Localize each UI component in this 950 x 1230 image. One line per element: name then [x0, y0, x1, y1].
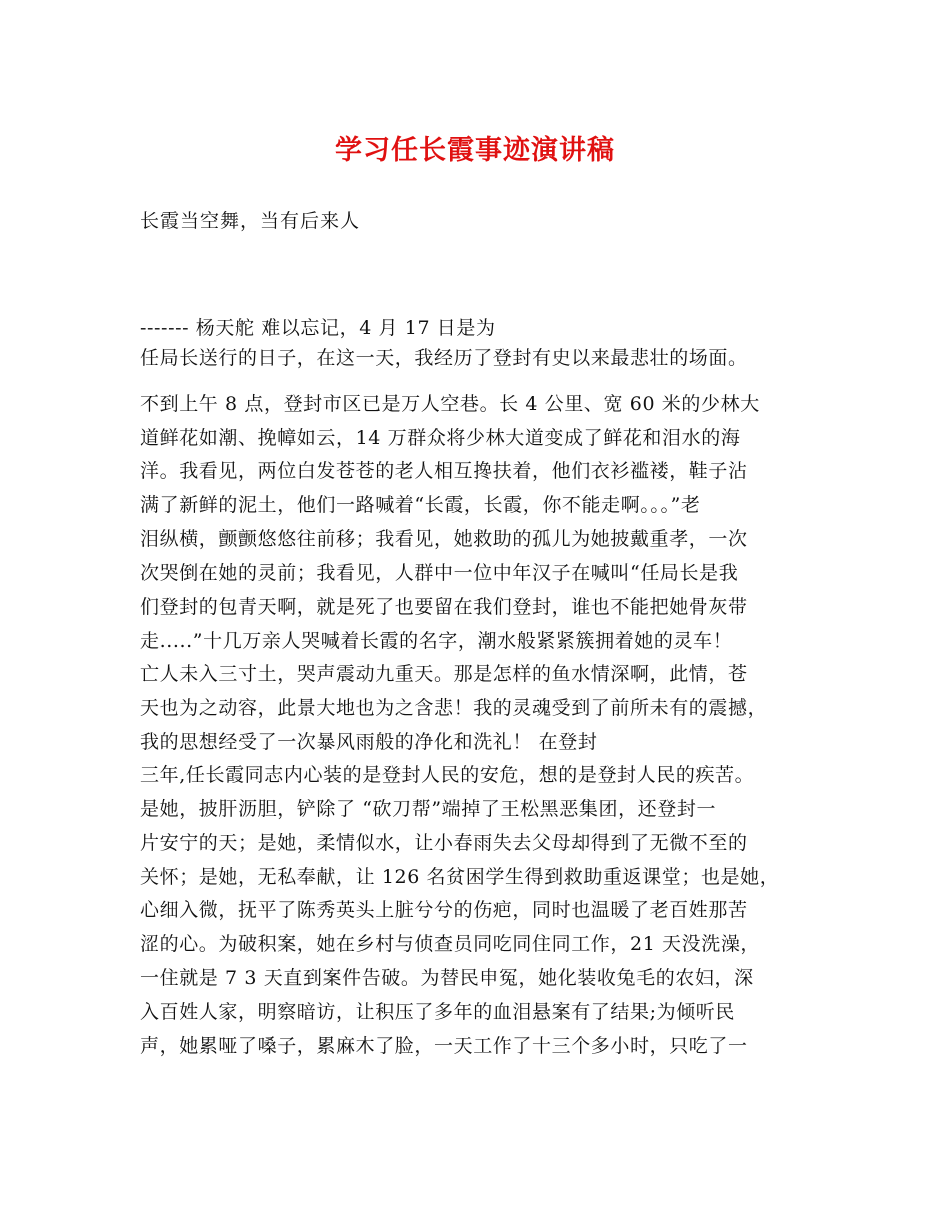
body-line: 声，她累哑了嗓子，累麻木了脸，一天工作了十三个多小时，只吃了一: [140, 1035, 748, 1057]
body-line: 一住就是 7 3 天直到案件告破。为替民申冤，她化装收兔毛的农妇，深: [140, 967, 754, 989]
body-line: 次哭倒在她的灵前；我看见，人群中一位中年汉子在喊叫“任局长是我: [140, 562, 739, 584]
body-line: 洋。我看见，两位白发苍苍的老人相互搀扶着，他们衣衫褴褛，鞋子沾: [140, 460, 748, 482]
body-line: 亡人未入三寸土，哭声震动九重天。那是怎样的鱼水情深啊，此情，苍: [140, 663, 748, 685]
body-line: 入百姓人家，明察暗访，让积压了多年的血泪悬案有了结果;为倾听民: [140, 1001, 736, 1023]
body-line: 满了新鲜的泥土，他们一路喊着“长霞，长霞，你不能走啊。。。”老: [140, 494, 701, 516]
body-line: 片安宁的天；是她，柔情似水，让小春雨失去父母却得到了无微不至的: [140, 832, 748, 854]
body-line: 天也为之动容，此景大地也为之含悲！我的灵魂受到了前所未有的震撼，: [140, 697, 768, 719]
body-line: 我的思想经受了一次暴风雨般的净化和洗礼！ 在登封: [140, 731, 598, 753]
document-subtitle: 长霞当空舞，当有后来人: [140, 210, 361, 232]
body-line: ------- 杨天舵 难以忘记，4 月 17 日是为: [140, 317, 496, 339]
body-line: 道鲜花如潮、挽幛如云，14 万群众将少林大道变成了鲜花和泪水的海: [140, 427, 741, 449]
document-title: 学习任长霞事迹演讲稿: [335, 135, 615, 166]
body-line: 们登封的包青天啊，就是死了也要留在我们登封，谁也不能把她骨灰带: [140, 596, 748, 618]
body-line: 心细入微，抚平了陈秀英头上脏兮兮的伤疤，同时也温暖了老百姓那苦: [140, 899, 748, 921]
body-line: 不到上午 8 点，登封市区已是万人空巷。长 4 公里、宽 60 米的少林大: [140, 393, 760, 415]
body-line: 三年,任长霞同志内心装的是登封人民的安危，想的是登封人民的疾苦。: [140, 764, 755, 786]
body-line: 走.....”十几万亲人哭喊着长霞的名字，潮水般紧紧簇拥着她的灵车！: [140, 630, 733, 652]
body-line: 泪纵横，颤颤悠悠往前移；我看见，她救助的孤儿为她披戴重孝，一次: [140, 528, 748, 550]
body-line: 任局长送行的日子，在这一天，我经历了登封有史以来最悲壮的场面。: [140, 347, 748, 369]
body-line: 关怀；是她，无私奉献，让 126 名贫困学生得到救助重返课堂；也是她，: [140, 866, 780, 888]
body-line: 是她，披肝沥胆，铲除了 “砍刀帮”端掉了王松黑恶集团，还登封一: [140, 798, 717, 820]
body-line: 涩的心。为破积案，她在乡村与侦查员同吃同住同工作，21 天没洗澡，: [140, 933, 761, 955]
